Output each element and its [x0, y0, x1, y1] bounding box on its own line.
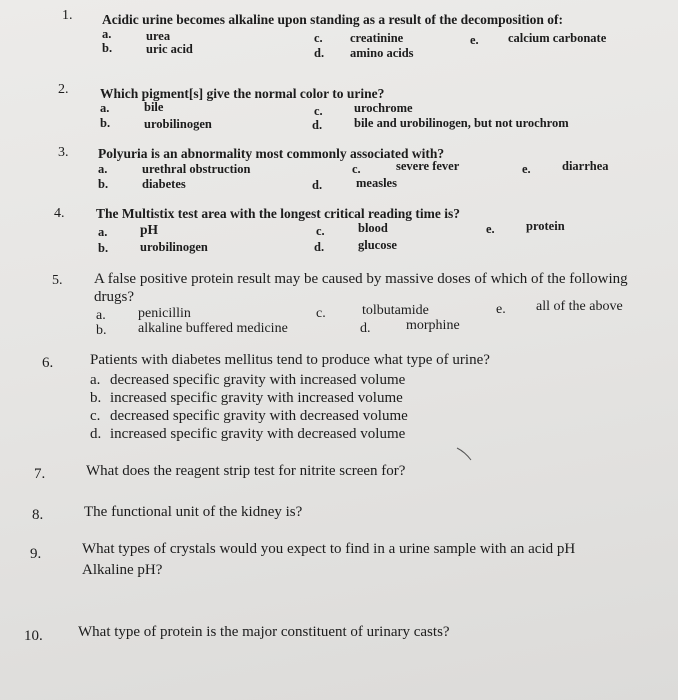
question-text: Acidic urine becomes alkaline upon standing as a result of the decomposition of: — [102, 12, 564, 27]
question-text: The functional unit of the kidney is? — [84, 504, 303, 520]
question-text-continued: drugs? — [94, 289, 134, 305]
option-text: increased specific gravity with increased volume — [110, 390, 403, 406]
option-letter: c. — [352, 162, 361, 176]
option-text: bile — [144, 100, 164, 114]
option-text: creatinine — [350, 31, 404, 45]
option-letter: b. — [96, 323, 107, 338]
question-number: 5. — [52, 273, 63, 288]
option-text: protein — [526, 219, 565, 233]
question-text: What type of protein is the major constituent of urinary casts? — [78, 624, 450, 640]
question-number: 2. — [58, 82, 69, 97]
question-text: A false positive protein result may be caused by massive doses of which of the following — [94, 271, 628, 287]
option-text: urethral obstruction — [142, 162, 251, 176]
option-text: urobilinogen — [140, 240, 208, 254]
option-letter: e. — [522, 162, 531, 176]
question-number: 1. — [62, 8, 73, 23]
option-text: diabetes — [142, 177, 186, 191]
option-text: glucose — [358, 238, 397, 252]
option-text: urochrome — [354, 101, 413, 115]
option-letter: c. — [90, 408, 101, 424]
option-letter: c. — [316, 306, 326, 321]
option-text: alkaline buffered medicine — [138, 321, 288, 336]
question-text: The Multistix test area with the longest critical reading time is? — [96, 206, 460, 221]
option-text: measles — [356, 176, 397, 190]
option-letter: d. — [360, 321, 371, 336]
option-text: morphine — [406, 318, 460, 333]
option-letter: e. — [486, 222, 495, 236]
option-letter: d. — [312, 118, 323, 132]
option-letter: d. — [314, 240, 325, 254]
option-letter: c. — [316, 224, 325, 238]
question-number: 6. — [42, 355, 54, 371]
question-number: 9. — [30, 546, 42, 562]
option-letter: a. — [98, 225, 108, 239]
question-number: 10. — [24, 628, 43, 644]
option-text: pH — [140, 222, 159, 237]
option-letter: e. — [470, 33, 479, 47]
option-text: increased specific gravity with decreased volume — [110, 426, 406, 442]
option-letter: b. — [102, 41, 113, 55]
option-letter: a. — [102, 27, 112, 41]
option-letter: d. — [314, 46, 325, 60]
option-text: blood — [358, 221, 388, 235]
pen-mark-icon — [455, 446, 475, 466]
option-letter: a. — [100, 101, 110, 115]
option-letter: d. — [90, 426, 102, 442]
option-text: diarrhea — [562, 159, 609, 173]
option-text: bile and urobilinogen, but not urochrom — [354, 116, 569, 130]
option-text: calcium carbonate — [508, 31, 607, 45]
question-text: Which pigment[s] give the normal color to urine? — [100, 86, 385, 101]
question-text-continued: Alkaline pH? — [82, 562, 163, 578]
question-number: 3. — [58, 145, 69, 160]
question-text: What types of crystals would you expect to find in a urine sample with an acid pH — [82, 541, 576, 557]
option-letter: b. — [98, 241, 109, 255]
question-text: What does the reagent strip test for nitrite screen for? — [86, 463, 406, 479]
question-number: 4. — [54, 206, 65, 221]
option-text: urea — [146, 29, 171, 43]
option-letter: b. — [90, 390, 102, 406]
option-text: amino acids — [350, 46, 414, 60]
option-letter: c. — [314, 104, 323, 118]
option-letter: d. — [312, 178, 323, 192]
question-number: 7. — [34, 466, 46, 482]
option-text: severe fever — [396, 159, 460, 173]
option-text: decreased specific gravity with decreased volume — [110, 408, 408, 424]
option-letter: b. — [98, 177, 109, 191]
question-number: 8. — [32, 507, 44, 523]
option-letter: a. — [96, 308, 106, 323]
option-text: all of the above — [536, 299, 623, 314]
option-text: uric acid — [146, 42, 193, 56]
option-text: tolbutamide — [362, 303, 429, 318]
option-letter: a. — [90, 372, 101, 388]
option-text: urobilinogen — [144, 117, 212, 131]
option-letter: c. — [314, 31, 323, 45]
option-letter: e. — [496, 302, 506, 317]
option-letter: b. — [100, 116, 111, 130]
option-text: penicillin — [138, 306, 191, 321]
option-letter: a. — [98, 162, 108, 176]
option-text: decreased specific gravity with increased volume — [110, 372, 406, 388]
question-text: Patients with diabetes mellitus tend to produce what type of urine? — [90, 352, 490, 368]
question-text: Polyuria is an abnormality most commonly associated with? — [98, 146, 445, 161]
